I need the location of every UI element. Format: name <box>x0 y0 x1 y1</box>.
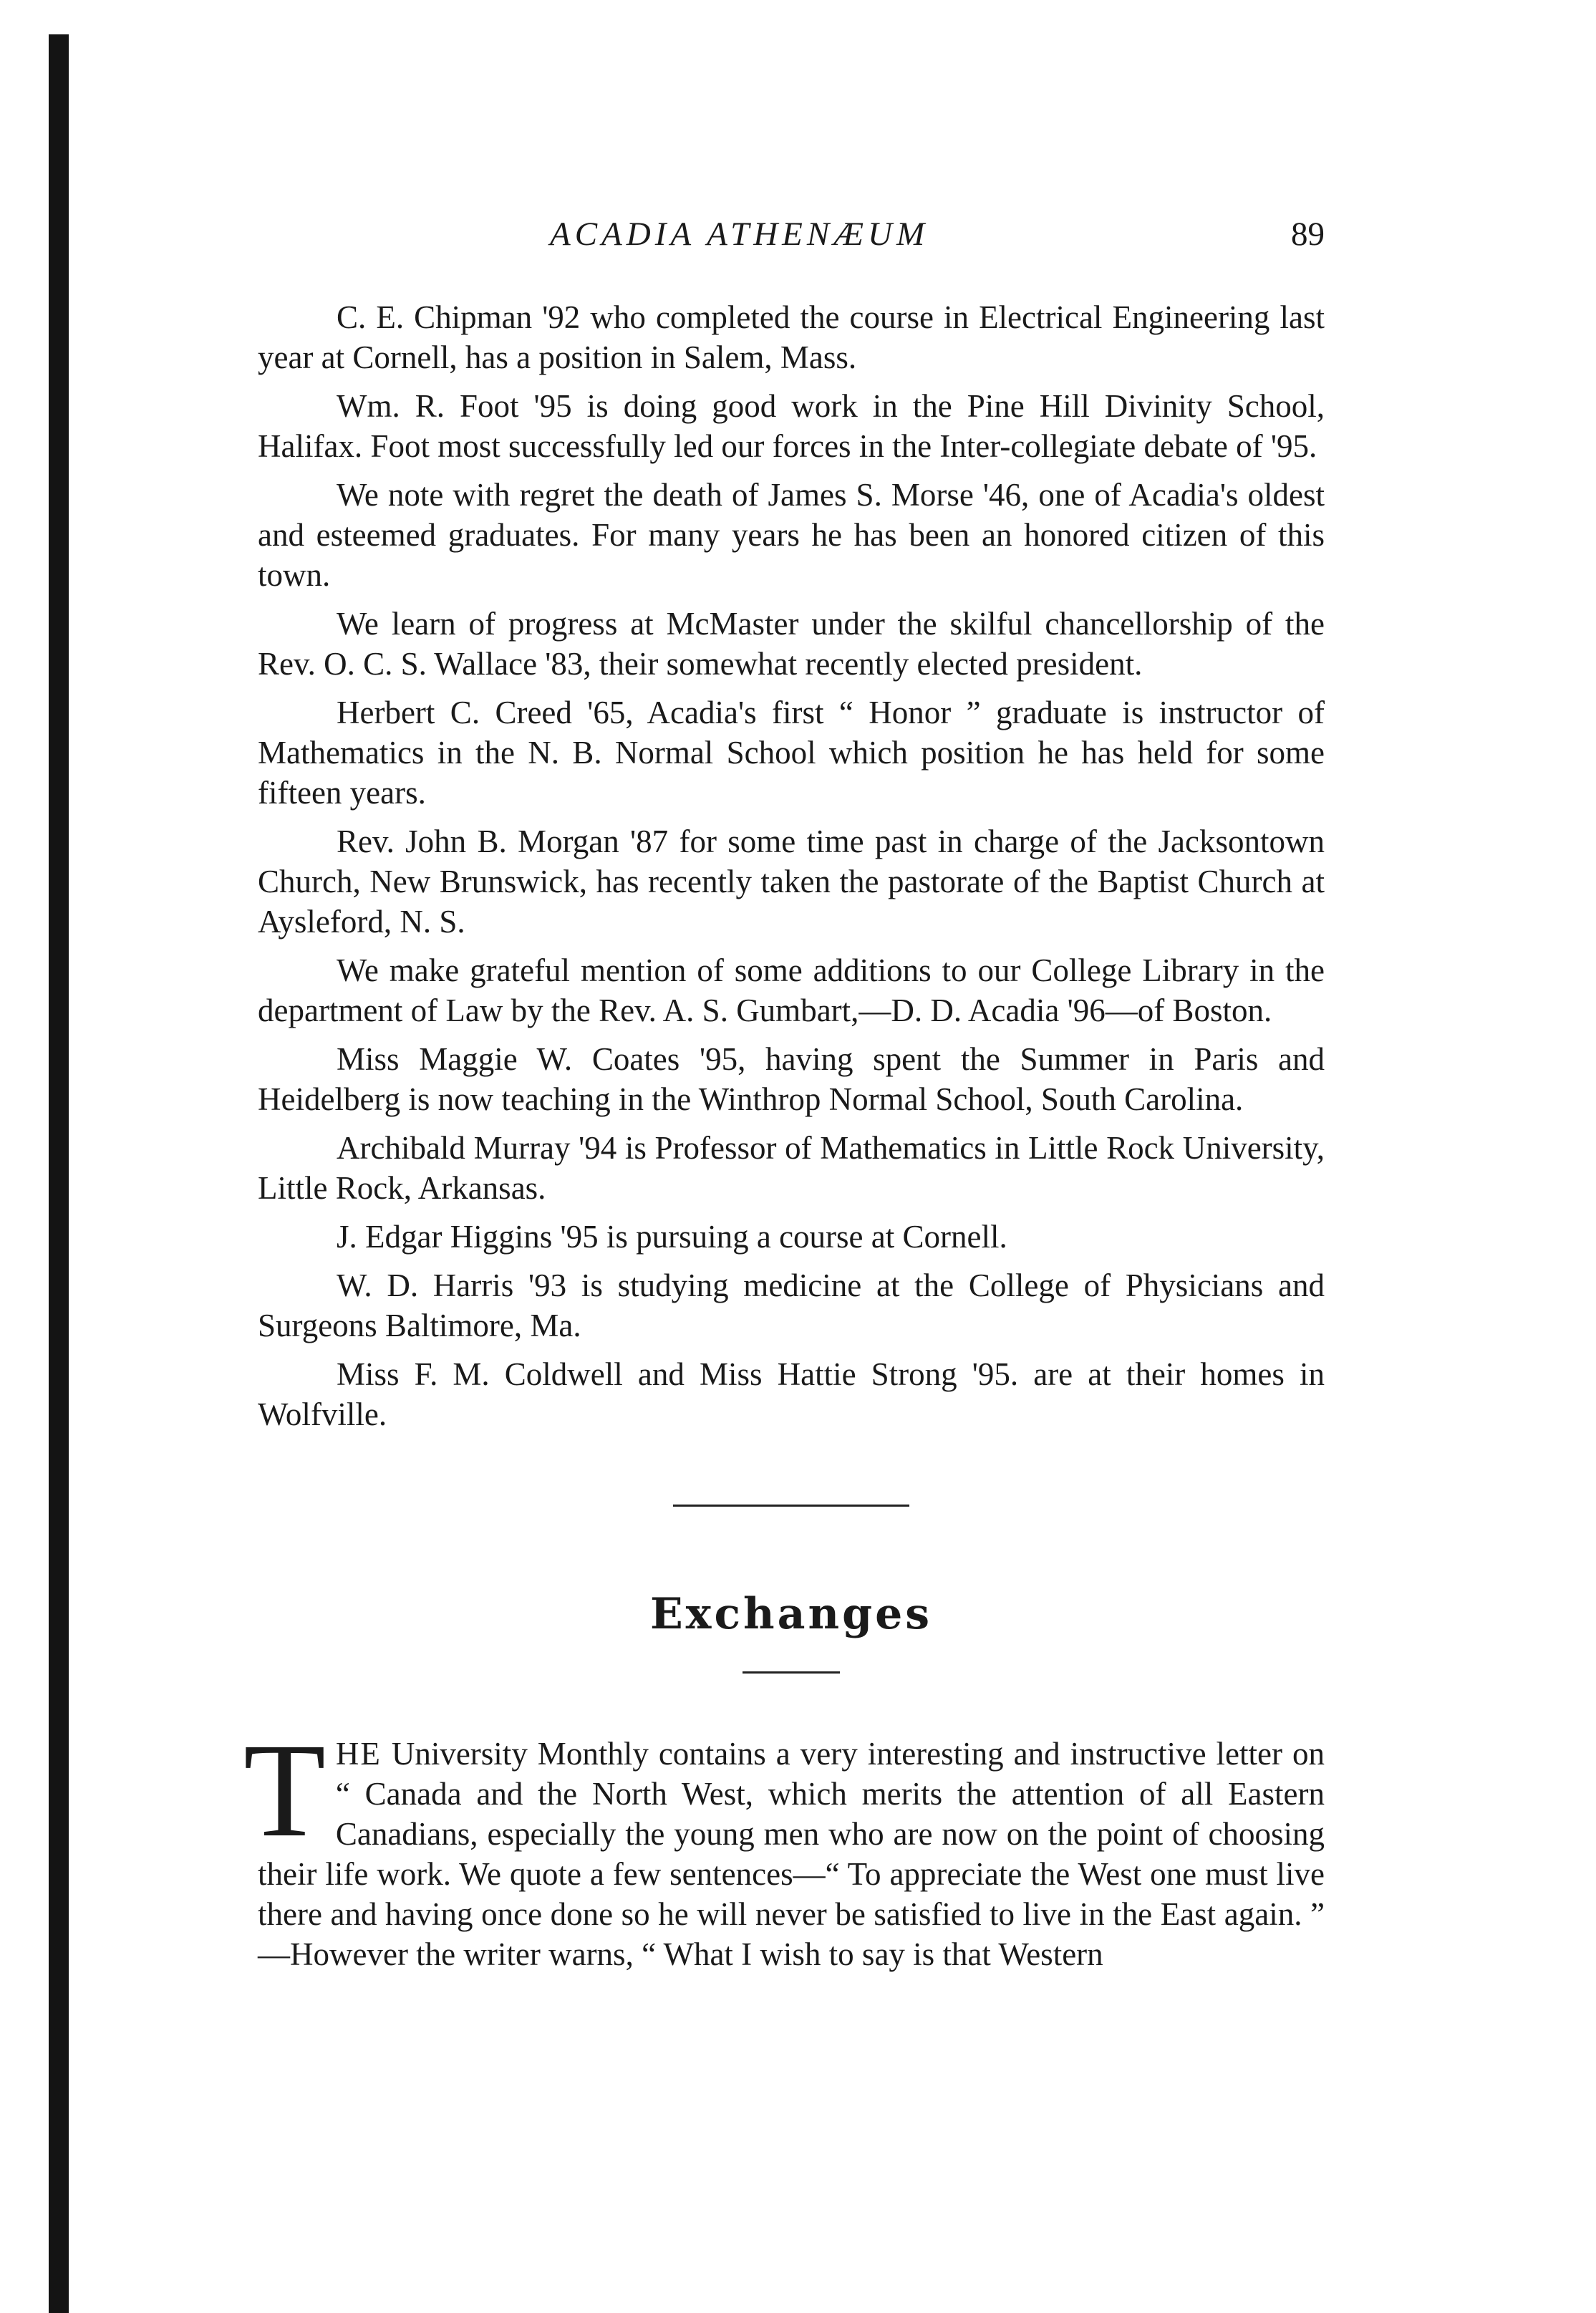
personals-section <box>258 297 1325 1434</box>
exchanges-paragraph <box>243 1715 1325 1974</box>
paragraph-morse: We note with regret the death of James S. Morse '46, one of Acadia's oldest and esteemed graduates. For many years he has been an honored citizen of this town. <box>258 477 1325 593</box>
heading-underline <box>743 1671 840 1674</box>
page-number: 89 <box>1291 216 1325 253</box>
paragraph-coates: Miss Maggie W. Coates '95, having spent the Summer in Paris and Heidelberg is now teaching in the Winthrop Normal School, South Carolina. <box>258 1041 1325 1117</box>
paragraph-harris: W. D. Harris '93 is studying medicine at the College of Physicians and Surgeons Baltimore, Ma. <box>258 1267 1325 1343</box>
paragraph-library: We make grateful mention of some additions to our College Library in the department of Law by the Rev. A. S. Gumbart,—D. D. Acadia '96—of Boston. <box>258 952 1325 1028</box>
journal-title: ACADIA ATHENÆUM <box>550 216 929 253</box>
paragraph-chipman: C. E. Chipman '92 who completed the course in Electrical Engineering last year at Cornell, has a position in Salem, Mass. <box>258 299 1325 375</box>
paragraph-murray: Archibald Murray '94 is Professor of Mathematics in Little Rock University, Little Rock, Arkansas. <box>258 1130 1325 1206</box>
lead-word: HE <box>335 1736 382 1772</box>
paragraph-foot: Wm. R. Foot '95 is doing good work in the Pine Hill Divinity School, Halifax. Foot most successfully led our forces in the Inter-collegiate debate of '95. <box>258 388 1325 464</box>
paragraph-higgins: J. Edgar Higgins '95 is pursuing a course at Cornell. <box>337 1219 1007 1255</box>
binding-edge <box>49 34 69 2313</box>
paragraph-morgan: Rev. John B. Morgan '87 for some time past in charge of the Jacksontown Church, New Brunswick, has recently taken the pastorate of the Baptist Church at Aysleford, N. S. <box>258 824 1325 940</box>
paragraph-mcmaster: We learn of progress at McMaster under the skilful chancellorship of the Rev. O. C. S. Wallace '83, their somewhat recently elected president. <box>258 606 1325 682</box>
running-header <box>335 215 1325 265</box>
exchanges-body-text: University Monthly contains a very interesting and instructive letter on “ Canada and the North West, which merits the attention of all Eastern Canadians, especially the young men who are now on the point of choosing their life work. We quote a few sentences—“ To appreciate the West one must live there and having once done so he will never be satisfied to live in the East again. ” —However the writer warns, “ What I wish to say is that Western <box>258 1736 1325 1972</box>
text-column <box>243 297 1325 1974</box>
exchanges-heading: Exchanges <box>649 1589 933 1639</box>
paragraph-creed: Herbert C. Creed '65, Acadia's first “ Honor ” graduate is instructor of Mathematics in the N. B. Normal School which position he has held for some fifteen years. <box>258 695 1325 811</box>
drop-cap-letter: T <box>243 1715 326 1865</box>
paragraph-coldwell: Miss F. M. Coldwell and Miss Hattie Strong '95. are at their homes in Wolfville. <box>258 1356 1325 1432</box>
section-divider <box>673 1505 909 1507</box>
